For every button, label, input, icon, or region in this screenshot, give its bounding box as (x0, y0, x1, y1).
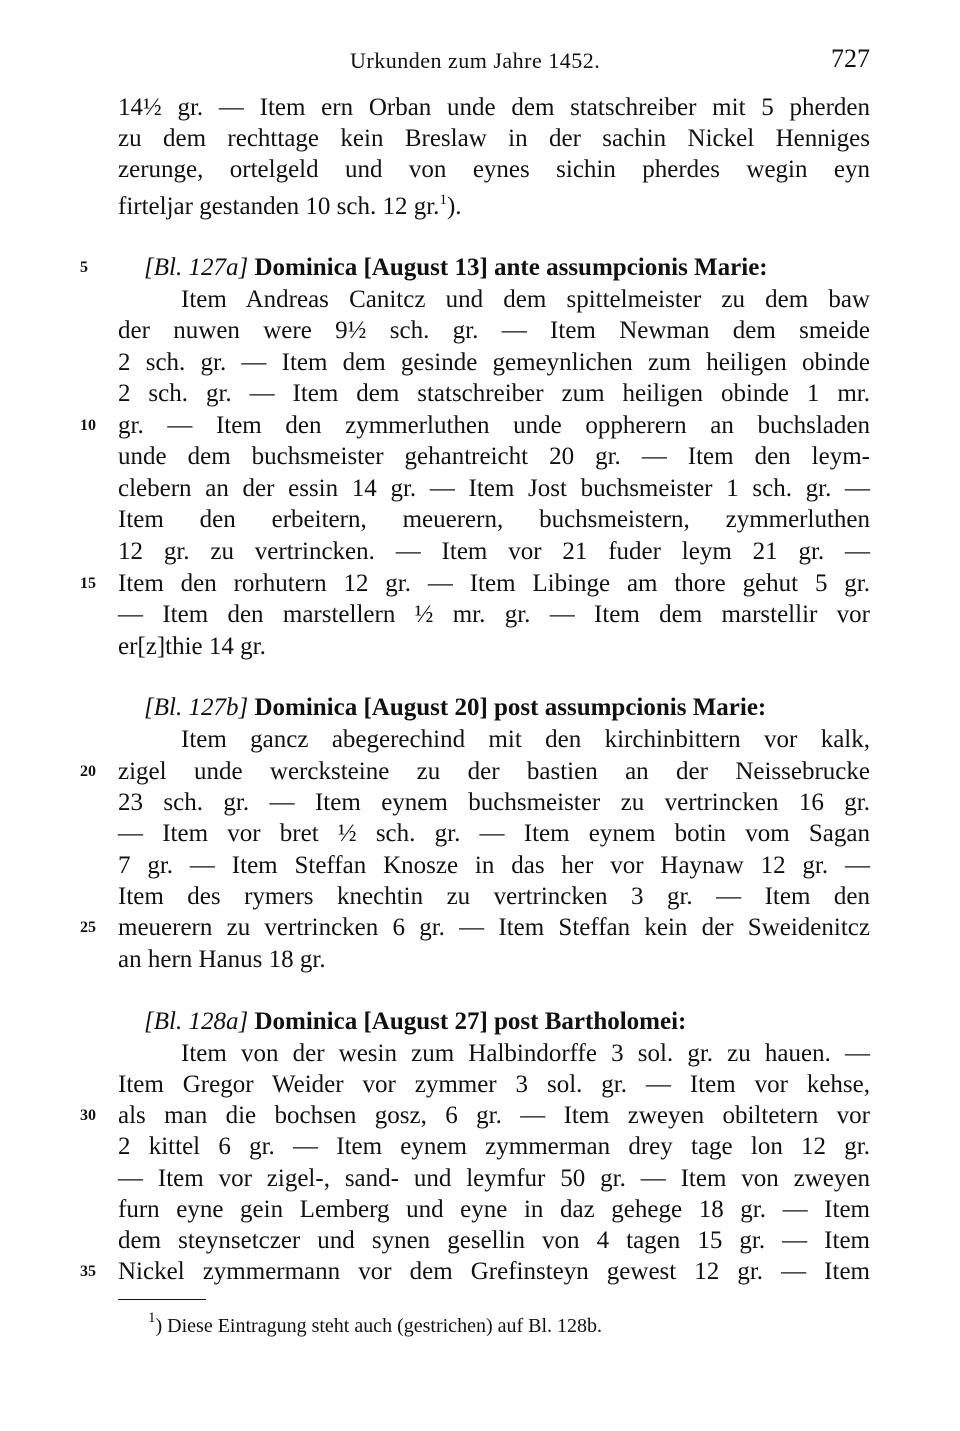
folio-reference: [Bl. 127a] (144, 254, 249, 281)
text-line: 2 sch. gr. — Item dem statschreiber zum heiligen obinde 1 mr. (118, 380, 870, 407)
line-number: 30 (80, 1107, 96, 1124)
text-line: clebern an der essin 14 gr. — Item Jost buchsmeister 1 sch. gr. — (118, 475, 870, 502)
text-line: — Item vor bret ½ sch. gr. — Item eynem botin vom Sagan (118, 820, 870, 847)
text-line: zigel unde wercksteine zu der bastien an der Neissebrucke (118, 758, 870, 785)
text-line: meuerern zu vertrincken 6 gr. — Item Steffan kein der Sweidenitcz (118, 914, 870, 941)
text-line: 7 gr. — Item Steffan Knosze in das her vor Haynaw 12 gr. — (118, 852, 870, 879)
text-line-body: firteljar gestanden 10 sch. 12 gr. (118, 193, 440, 220)
footnote (148, 1304, 602, 1340)
text-line: zerunge, ortelgeld und von eynes sichin pherdes wegin eyn (118, 156, 870, 183)
text-line: gr. — Item den zymmerluthen unde oppherern an buchsladen (118, 412, 870, 439)
text-line: Item den erbeitern, meuerern, buchsmeistern, zymmerluthen (118, 506, 870, 533)
line-number: 25 (80, 919, 96, 936)
section-heading (144, 1006, 870, 1037)
footnote-text: ) Diese Eintragung steht auch (gestrichen) auf Bl. 128b. (155, 1315, 603, 1337)
text-line: unde dem buchsmeister gehantreicht 20 gr. — Item den leym- (118, 443, 870, 470)
folio-reference: [Bl. 127b] (144, 694, 249, 721)
line-number: 35 (80, 1263, 96, 1280)
footnote-marker: 1 (439, 192, 447, 208)
text-line: Item den rorhutern 12 gr. — Item Libinge am thore gehut 5 gr. (118, 570, 870, 597)
text-line: — Item den marstellern ½ mr. gr. — Item dem marstellir vor (118, 601, 870, 628)
line-number: 5 (80, 259, 88, 276)
text-line: Item von der wesin zum Halbindorffe 3 sol. gr. zu hauen. — (181, 1040, 870, 1067)
line-number: 15 (80, 575, 96, 592)
text-line: furn eyne gein Lemberg und eyne in daz gehege 18 gr. — Item (118, 1196, 870, 1223)
footnote-divider (118, 1299, 206, 1300)
text-line: Nickel zymmermann vor dem Grefinsteyn gewest 12 gr. — Item (118, 1258, 870, 1285)
text-line: 23 sch. gr. — Item eynem buchsmeister zu vertrincken 16 gr. (118, 789, 870, 816)
text-line: als man die bochsen gosz, 6 gr. — Item zweyen obiltetern vor (118, 1102, 870, 1129)
running-title: Urkunden zum Jahre 1452. (350, 48, 601, 73)
section-title: Dominica [August 27] post Bartholomei: (254, 1008, 687, 1035)
footnote-number: 1 (148, 1310, 156, 1326)
text-line: 2 sch. gr. — Item dem gesinde gemeynlichen zum heiligen obinde (118, 349, 870, 376)
text-line: Item des rymers knechtin zu vertrincken 3 gr. — Item den (118, 883, 870, 910)
folio-reference: [Bl. 128a] (144, 1008, 249, 1035)
section-heading (144, 692, 870, 723)
text-line: der nuwen were 9½ sch. gr. — Item Newman dem smeide (118, 317, 870, 344)
text-line: 2 kittel 6 gr. — Item eynem zymmerman drey tage lon 12 gr. (118, 1133, 870, 1160)
text-line-end: ). (446, 193, 462, 220)
text-line: Item gancz abegerechind mit den kirchinbittern vor kalk, (181, 726, 870, 753)
text-line (118, 185, 870, 222)
section-title: Dominica [August 20] post assumpcionis Marie: (254, 694, 767, 721)
page-number: 727 (831, 44, 870, 73)
line-number: 10 (80, 417, 96, 434)
line-number: 20 (80, 763, 96, 780)
section-title: Dominica [August 13] ante assumpcionis Marie: (254, 254, 768, 281)
text-line: — Item vor zigel-, sand- und leymfur 50 gr. — Item von zweyen (118, 1165, 870, 1192)
section-heading (144, 252, 870, 283)
text-line: zu dem rechttage kein Breslaw in der sachin Nickel Henniges (118, 125, 870, 152)
text-line: er[z]thie 14 gr. (118, 633, 266, 660)
text-line: 14½ gr. — Item ern Orban unde dem statschreiber mit 5 pherden (118, 94, 870, 121)
text-line: 12 gr. zu vertrincken. — Item vor 21 fuder leym 21 gr. — (118, 538, 870, 565)
text-line: an hern Hanus 18 gr. (118, 946, 326, 973)
text-line: Item Gregor Weider vor zymmer 3 sol. gr. — Item vor kehse, (118, 1071, 870, 1098)
text-line: dem steynsetczer und synen gesellin von 4 tagen 15 gr. — Item (118, 1227, 870, 1254)
text-line: Item Andreas Canitcz und dem spittelmeister zu dem baw (181, 286, 870, 313)
page-header (118, 44, 876, 80)
